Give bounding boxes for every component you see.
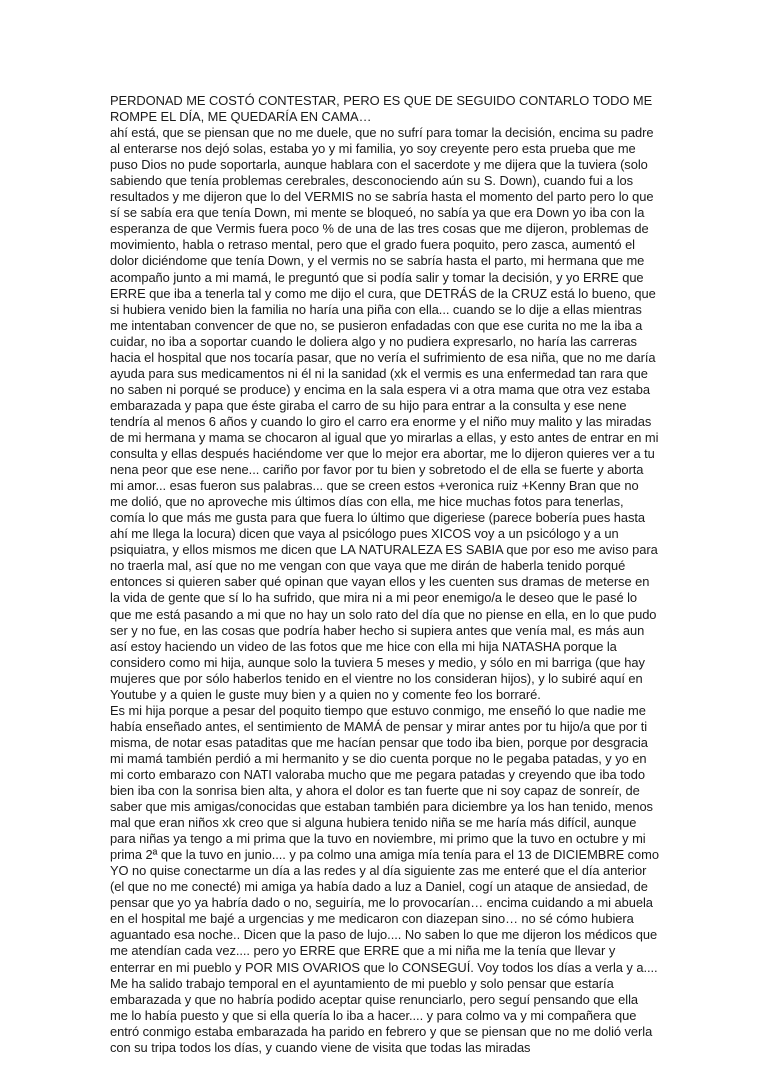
document-heading: PERDONAD ME COSTÓ CONTESTAR, PERO ES QUE DE SEGUIDO CONTARLO TODO ME ROMPE EL DÍA, ME QUEDARÍA EN CAMA… [110, 93, 653, 125]
paragraph-second: Es mi hija porque a pesar del poquito tiempo que estuvo conmigo, me enseñó lo que nadie me había enseñado antes, el sentimiento de MAMÁ de pensar y mirar antes por tu hijo/a que por ti misma, de notar esas pataditas que me hacían pensar que todo iba bien, porque por desgracia mi mamá también perdió a mi hermanito y se dio cuenta porque no le pegaba patadas, y yo en mi corto embarazo con NATI valoraba mucho que me pegara patadas y creyendo que iba todo bien iba con la sonrisa bien alta, y ahora el dolor es tan fuerte que ni soy capaz de sonreír, de saber que mis amigas/conocidas que estaban también para diciembre ya los han tenido, menos mal que eran niños xk creo que si alguna hubiera tenido niña se me haría más difícil, aunque para niñas ya tengo a mi prima que la tuvo en noviembre, mi primo que la tuvo en octubre y mi prima 2ª que la tuvo en junio.... y pa colmo una amiga mía tenía para el 13 de DICIEMBRE como YO no quise conectarme un día a las redes y al día siguiente zas me enteré que el día anterior (el que no me conecté) mi amiga ya había dado a luz a Daniel, cogí un ataque de ansiedad, de pensar que yo ya habría dado o no, seguiría, me lo provocarían… encima cuidando a mi abuela en el hospital me bajé a urgencias y me medicaron con diazepan sino… no sé cómo hubiera aguantado esa noche.. Dicen que la paso de lujo.... No saben lo que me dijeron los médicos que me atendían cada vez.... pero yo ERRE que ERRE que a mi niña me la tenía que llevar y enterrar en mi pueblo y POR MIS OVARIOS que lo CONSEGUÍ. Voy todos los días a verla y a.... Me ha salido trabajo temporal en el ayuntamiento de mi pueblo y solo pensar que estaría embarazada y que no habría podido aceptar quise renunciarlo, pero seguí pensando que ella me lo había puesto y que si ella quería lo iba a hacer.... y para colmo va y mi compañera que entró conmigo estaba embarazada ha parido en febrero y que se piensan que no me dolió verla con su tripa todos los días, y cuando viene de visita que todas las miradas [110, 702, 659, 1055]
paragraph-first: ahí está, que se piensan que no me duele, que no sufrí para tomar la decisión, encima su padre al enterarse nos dejó solas, estaba yo y mi familia, yo soy creyente pero esta prueba que me puso Dios no pude soportarla, aunque hablara con el sacerdote y me dijera que la tuviera (solo sabiendo que tenía problemas cerebrales, desconociendo aún su S. Down), cuando fui a los resultados y me dijeron que lo del VERMIS no se sabría hasta el momento del parto pero lo que sí se sabía era que tenía Down, mi mente se bloqueó, no sabía ya que era Down yo iba con la esperanza de que Vermis fuera poco % de una de las tres cosas que me dijeron, problemas de movimiento, habla o retraso mental, pero que el grado fuera poquito, pero zasca, aumentó el dolor diciéndome que tenía Down, y el vermis no se sabría hasta el parto, mi hermana que me acompaño junto a mi mamá, le preguntó que si podía salir y tomar la decisión, y yo ERRE que ERRE que iba a tenerla tal y como me dijo el cura, que DETRÁS de la CRUZ está lo bueno, que si hubiera venido bien la familia no haría una piña con ella... cuando se lo dije a ellas mientras me intentaban convencer de que no, se pusieron enfadadas con que ese curita no me la iba a cuidar, no iba a soportar cuando le doliera algo y no pudiera expresarlo, no haría las carreras hacia el hospital que nos tocaría pasar, que no vería el sufrimiento de esa niña, que no me daría ayuda para sus medicamentos ni él ni la sanidad (xk el vermis es una enfermedad tan rara que no saben ni porqué se produce) y encima en la sala espera vi a otra mama que otra vez estaba embarazada y papa que éste giraba el carro de su hijo para entrar a la consulta y ese nene tendría al menos 6 años y cuando lo giro el carro era enorme y el niño muy malito y las miradas de mi hermana y mama se chocaron al igual que yo mirarlas a ellas, y esto antes de entrar en mi consulta y ellas después haciéndome ver que lo mejor era abortar, me lo dijeron quieres ver a tu nena peor que ese nene... cariño por favor por tu bien y sobretodo el de ella se fuerte y aborta mi amor... esas fueron sus palabras... que se creen estos +veronica ruiz +Kenny Bran que no me dolió, que no aproveche mis últimos días con ella, me hice muchas fotos para tenerlas, comía lo que más me gusta para que fuera lo último que digeriese (parece bobería pues hasta ahí me llega la locura) dicen que vaya al psicólogo pues XICOS voy a un psicólogo y a un psiquiatra, y ellos mismos me dicen que LA NATURALEZA ES SABIA que por eso me aviso para no traerla mal, así que no me vengan con que vaya que me dirán de haberla tenido porqué entonces si quieren saber qué opinan que vayan ellos y les cuenten sus dramas de meterse en la vida de gente que sí lo ha sufrido, que mira ni a mi peor enemigo/a le deseo que le pasé lo que me está pasando a mi que no hay un solo rato del día que no piense en ella, en lo que pudo ser y no fue, en las cosas que podría haber hecho si supiera antes que venía mal, es más aun así estoy haciendo un video de las fotos que me hice con ella mi hija NATASHA porque la considero como mi hija, aunque solo la tuviera 5 meses y medio, y sólo en mi barriga (que hay mujeres que por sólo haberlos tenido en el vientre no los consideran hijos), y lo subiré aquí en Youtube y a quien le guste muy bien y a quien no y comente feo los borraré. [110, 125, 659, 702]
document-body [110, 93, 659, 1056]
